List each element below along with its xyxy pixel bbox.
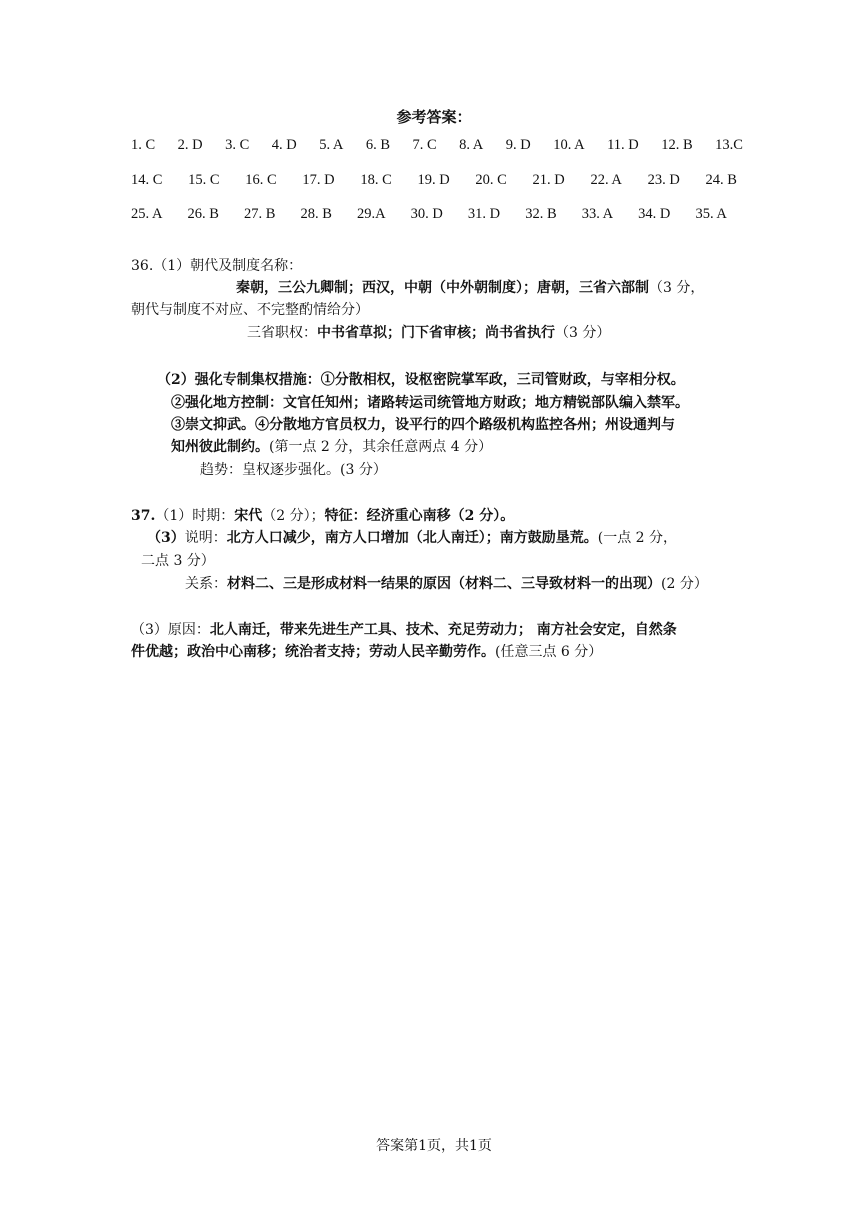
- answer-item: 1. C: [131, 137, 156, 153]
- answer-item: 34. D: [638, 206, 671, 222]
- answer-item: 12. B: [661, 137, 693, 153]
- answer-item: 27. B: [243, 206, 276, 222]
- q36-part2-measure2: ②强化地方控制：文官任知州；诸路转运司统管地方财政；地方精锐部队编入禁军。: [171, 395, 689, 411]
- answer-item: 10. A: [553, 137, 585, 153]
- q36-part1b-label: 三省职权：: [247, 325, 317, 341]
- q36-part1b-line: [247, 322, 610, 344]
- answer-item: 14. C: [131, 172, 163, 188]
- q36-part1-answer-line: [236, 277, 704, 299]
- q37-relation-label: 关系：: [185, 576, 227, 592]
- q37-part3-label2: 说明：: [184, 530, 227, 546]
- q36-part1-score: （3 分，: [649, 280, 705, 296]
- answer-item: 33. A: [581, 206, 614, 222]
- page-footer: 答案第1页，共1页: [376, 1138, 492, 1154]
- answer-item: 28. B: [300, 206, 332, 222]
- q36-part1b-score: （3 分）: [555, 325, 611, 341]
- q36-part1-answer: 秦朝，三公九卿制；西汉，中朝（中外朝制度）；唐朝，三省六部制: [236, 280, 649, 296]
- answer-row-1: [131, 137, 743, 154]
- q37-reason-score: (任意三点 6 分）: [495, 644, 603, 660]
- answer-item: 17. D: [302, 172, 335, 188]
- q36-part2-line4: [171, 436, 492, 458]
- answer-item: 32. B: [525, 206, 557, 222]
- q37-part1-feature: 特征：经济重心南移（2 分）。: [324, 508, 515, 524]
- answer-item: 25. A: [131, 206, 163, 222]
- q37-part1-period: 宋代: [234, 508, 263, 524]
- q36-part2-measure3: ③崇文抑武。④分散地方官员权力，设平行的四个路级机构监控各州；州设通判与: [171, 417, 675, 433]
- q36-part2-measure1: ①分散相权，设枢密院掌军政，三司管财政，与宰相分权。: [320, 372, 685, 388]
- q36-trend: 趋势：皇权逐步强化。(3 分）: [200, 462, 387, 478]
- q37-reason-line2: [131, 641, 602, 663]
- q37-relation-answer: 材料二、三是形成材料一结果的原因（材料二、三导致材料一的出现）: [227, 576, 661, 592]
- answer-item: 9. D: [505, 137, 531, 153]
- q37-relation-score: (2 分）: [661, 576, 708, 592]
- answer-item: 20. C: [475, 172, 507, 188]
- answer-item: 16. C: [245, 172, 277, 188]
- answer-item: 30. D: [410, 206, 443, 222]
- answer-item: 4. D: [271, 137, 297, 153]
- answer-item: 22. A: [590, 172, 622, 188]
- q36-part2-measure4: 知州彼此制约。: [171, 439, 269, 455]
- answer-item: 7. C: [412, 137, 437, 153]
- q37-part1-label: （1）时期：: [155, 508, 235, 524]
- q37-reason-text2: 件优越；政治中心南移；统治者支持；劳动人民辛勤劳作。: [131, 644, 495, 660]
- answer-item: 29.A: [356, 206, 386, 222]
- answer-item: 2. D: [177, 137, 203, 153]
- answer-item: 8. A: [459, 137, 484, 153]
- q37-part3-line: [147, 527, 677, 549]
- answer-item: 5. A: [319, 137, 344, 153]
- page-title: 参考答案：: [396, 108, 472, 126]
- answer-item: 15. C: [188, 172, 220, 188]
- q37-part3-label: （3）: [147, 530, 185, 546]
- q37-relation-line: [185, 573, 708, 595]
- q36-part1-note: 朝代与制度不对应、不完整酌情给分）: [131, 302, 369, 318]
- answer-item: 6. B: [365, 137, 390, 153]
- answer-item: 21. D: [532, 172, 565, 188]
- answer-item: 23. D: [647, 172, 680, 188]
- q37-part3-score-a: (一点 2 分，: [597, 530, 678, 546]
- q37-part3-answer: 北方人口减少，南方人口增加（北人南迁）；南方鼓励垦荒。: [226, 530, 598, 546]
- q37-part3-score-b: 二点 3 分）: [141, 553, 215, 569]
- answer-item: 3. C: [225, 137, 250, 153]
- q37-reason-line1: [131, 619, 677, 641]
- answer-item: 26. B: [187, 206, 219, 222]
- q36-part1-label: 36.（1）朝代及制度名称：: [131, 258, 303, 274]
- q37-number: 37.: [131, 508, 156, 524]
- q37-reason-text1: 北人南迁，带来先进生产工具、技术、充足劳动力； 南方社会安定，自然条: [209, 622, 677, 638]
- q37-reason-label: （3）原因：: [131, 622, 210, 638]
- q37-part1-line: [131, 505, 514, 527]
- answer-row-2: [131, 172, 737, 189]
- answer-item: 19. D: [417, 172, 450, 188]
- q36-part2-label: （2）强化专制集权措施：: [157, 372, 321, 388]
- q36-part2-score: (第一点 2 分，其余任意两点 4 分）: [269, 439, 493, 455]
- answer-item: 18. C: [360, 172, 392, 188]
- answer-item: 35. A: [695, 206, 727, 222]
- answer-item: 13.C: [715, 137, 743, 153]
- answer-item: 11. D: [607, 137, 639, 153]
- q36-part1b-answer: 中书省草拟；门下省审核；尚书省执行: [317, 325, 555, 341]
- answer-item: 24. B: [705, 172, 737, 188]
- answer-row-3: [131, 206, 727, 223]
- answer-item: 31. D: [467, 206, 501, 222]
- q37-part1-score: （2 分）；: [262, 508, 325, 524]
- q36-part2-line1: [157, 369, 685, 391]
